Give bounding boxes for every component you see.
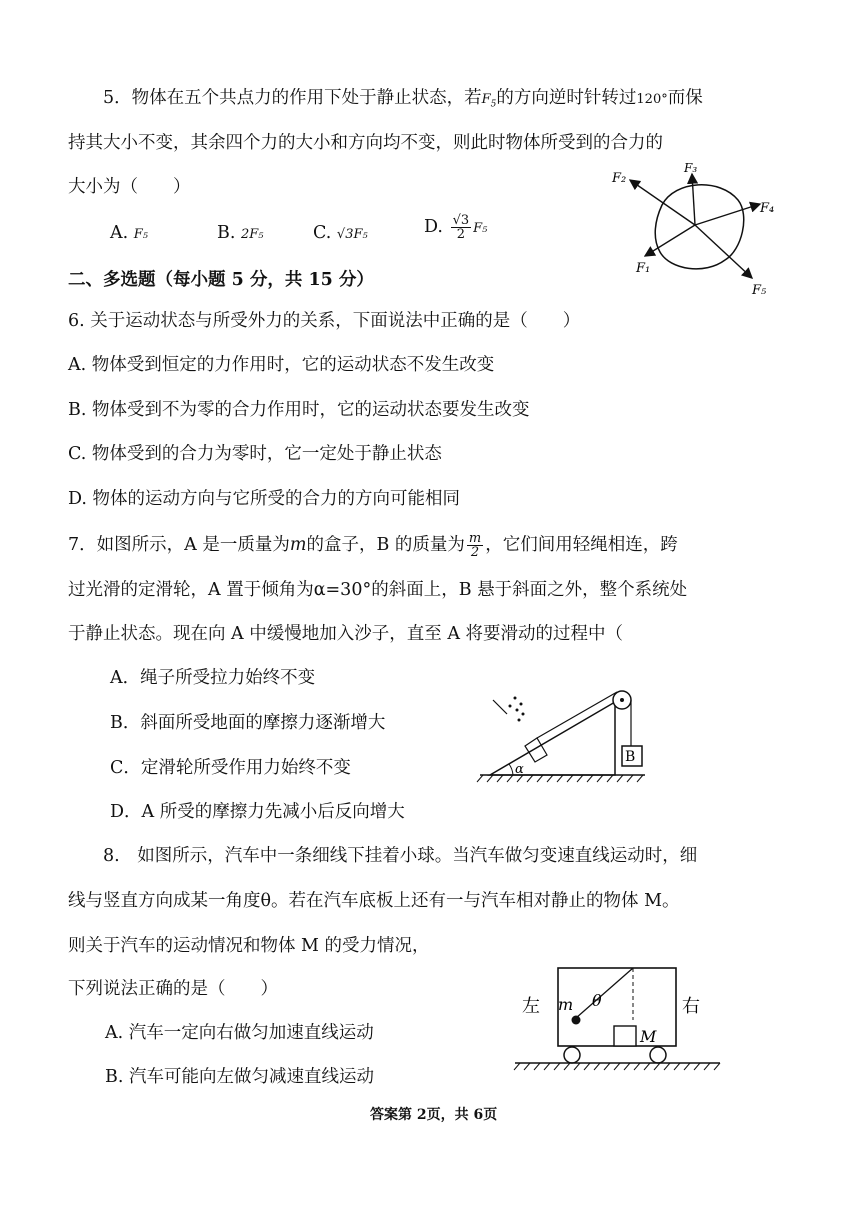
q6-option-d: D. 物体的运动方向与它所受的合力的方向可能相同 <box>68 489 461 509</box>
box-a <box>525 738 547 762</box>
q5-line1: 5．物体在五个共点力的作用下处于静止状态，若$F_5$的方向逆时针转过120°而保 <box>103 88 703 110</box>
q8-line3: 则关于汽车的运动情况和物体 M 的受力情况， <box>68 936 430 956</box>
right-label: 右 <box>682 996 700 1017</box>
object-outline <box>655 185 744 269</box>
f4-arrow <box>695 204 760 225</box>
q8-line1: 8. 如图所示，汽车中一条细线下挂着小球。当汽车做匀变速直线运动时，细 <box>103 846 698 866</box>
q8-option-a: A. 汽车一定向右做匀加速直线运动 <box>105 1023 374 1043</box>
q5-line2: 持其大小不变，其余四个力的大小和方向均不变，则此时物体所受到的合力的 <box>68 133 663 153</box>
q6-option-c: C. 物体受到的合力为零时，它一定处于静止状态 <box>68 444 442 464</box>
q7-option-d: D．A 所受的摩擦力先减小后反向增大 <box>110 802 405 822</box>
f3-arrow <box>692 174 695 225</box>
object-m-label: M <box>640 1027 657 1046</box>
wheel-right <box>650 1047 666 1063</box>
block-label: B <box>625 749 636 765</box>
thread <box>576 968 633 1018</box>
q7-option-a: A．绳子所受拉力始终不变 <box>110 668 316 688</box>
theta-label: θ <box>592 991 602 1010</box>
ball-mass-label: m <box>558 995 574 1014</box>
q5-option-a: A. F₅ <box>110 223 149 243</box>
f5-arrow <box>695 225 752 278</box>
q7-line2: 过光滑的定滑轮，A 置于倾角为α=30°的斜面上，B 悬于斜面之外，整个系统处 <box>68 580 688 600</box>
f1-label: F₁ <box>636 261 651 276</box>
q6-stem: 6. 关于运动状态与所受外力的关系，下面说法中正确的是（ ） <box>68 311 581 331</box>
force-diagram <box>600 160 790 300</box>
q5-option-d: D. $\frac{√3}{2}$ F₅ <box>424 213 488 242</box>
incline <box>490 702 615 775</box>
rope-upper <box>537 692 617 738</box>
q7-option-c: C．定滑轮所受作用力始终不变 <box>110 758 351 778</box>
f5-label: F₅ <box>752 283 767 298</box>
section-title: 二、多选题（每小题 5 分，共 15 分） <box>68 270 374 290</box>
f1-arrow <box>645 225 695 256</box>
q7-line3: 于静止状态。现在向 A 中缓慢地加入沙子，直至 A 将要滑动的过程中（ <box>68 624 624 644</box>
f3-label: F₃ <box>684 161 698 175</box>
q7-option-b: B．斜面所受地面的摩擦力逐渐增大 <box>110 713 386 733</box>
mass-fraction: $\frac{m}{2}$ <box>468 531 482 560</box>
q8-line2: 线与竖直方向成某一角度θ。若在汽车底板上还有一与汽车相对静止的物体 M。 <box>68 891 680 911</box>
left-label: 左 <box>522 996 540 1017</box>
incline-diagram <box>475 680 665 790</box>
q7-line1: 7．如图所示，A 是一质量为m的盒子，B 的质量为 $\frac{m}{2}$ ，它们间用轻绳相连，跨 <box>68 531 678 560</box>
q8-option-b: B. 汽车可能向左做匀减速直线运动 <box>105 1067 374 1087</box>
q5-line3: 大小为（ ） <box>68 177 191 197</box>
ball <box>572 1016 581 1025</box>
angle-value: 120° <box>636 92 668 107</box>
wheel-left <box>564 1047 580 1063</box>
car-diagram <box>510 960 730 1080</box>
sand-particles <box>509 697 525 722</box>
f5-symbol: $F_5$ <box>481 92 497 110</box>
f4-label: F₄ <box>760 201 775 216</box>
angle-alpha-label: α <box>515 762 524 777</box>
q5-option-c: C. √3F₅ <box>313 223 368 243</box>
fraction: $\frac{√3}{2}$ <box>452 213 470 242</box>
q6-option-b: B. 物体受到不为零的合力作用时，它的运动状态要发生改变 <box>68 400 530 420</box>
page-footer: 答案第 2页，共 6页 <box>370 1107 498 1123</box>
f2-label: F₂ <box>612 171 627 186</box>
q8-line4: 下列说法正确的是（ ） <box>68 979 278 999</box>
object-m <box>614 1026 636 1046</box>
q5-option-b: B. 2F₅ <box>217 223 264 243</box>
q6-option-a: A. 物体受到恒定的力作用时，它的运动状态不发生改变 <box>68 355 495 375</box>
